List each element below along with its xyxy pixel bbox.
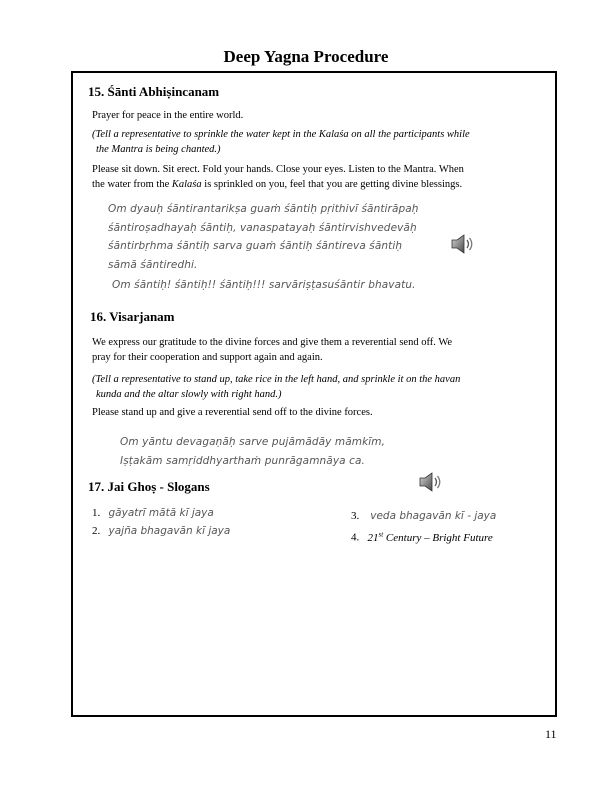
page-number: 11 bbox=[545, 727, 557, 741]
mantra-line: sāmā śāntiredhi. bbox=[108, 258, 198, 271]
santi-intro: Prayer for peace in the entire world. bbox=[92, 110, 244, 121]
mantra-line: Om yāntu devagaṇāḥ sarve pujāmādāy māmkīm, bbox=[120, 436, 386, 448]
slogan-item bbox=[92, 507, 214, 519]
santi-directions-line-1: Please sit down. Sit erect. Fold your hands. Close your eyes. Listen to the Mantra. When bbox=[92, 164, 464, 175]
santi-directions-text: is sprinkled on you, feel that you are getting divine blessings. bbox=[201, 179, 463, 190]
slogan-item bbox=[92, 525, 230, 537]
mantra-line: śāntiroṣadhayaḥ śāntiḥ, vanaspatayaḥ śāntirvishvedevāḥ bbox=[108, 221, 417, 234]
speaker-icon[interactable] bbox=[418, 471, 444, 493]
slogan-item bbox=[351, 510, 496, 522]
slogan-text bbox=[368, 532, 493, 544]
mantra-line: Om dyauḥ śāntirantarikṣa guaṁ śāntiḥ pṛithivī śāntirāpaḥ bbox=[108, 203, 419, 215]
santi-instruction-line-1: (Tell a representative to sprinkle the water kept in the Kalaśa on all the participants while bbox=[92, 129, 470, 140]
visarjanam-mantra bbox=[120, 433, 385, 470]
slogan-number: 4. bbox=[351, 531, 360, 544]
visarjanam-instruction-line-1: (Tell a representative to stand up, take rice in the left hand, and sprinkle it on the havan bbox=[92, 374, 461, 385]
santi-directions-line-2 bbox=[92, 177, 462, 193]
mantra-line: Iṣṭakām samṛiddhyarthaṁ punrāgamnāya ca. bbox=[120, 454, 365, 467]
kalasha-term: Kalaśa bbox=[171, 179, 202, 190]
visarjanam-instruction-line-2: kunda and the altar slowly with right hand.) bbox=[96, 389, 282, 400]
section-heading-visarjanam: 16. Visarjanam bbox=[90, 309, 175, 324]
section-heading-santi-abhisincanam: 15. Śānti Abhiṣincanam bbox=[88, 84, 220, 99]
slogan-item bbox=[351, 530, 493, 544]
slogan-number: 2. bbox=[92, 525, 101, 537]
slogan-number: 1. bbox=[92, 507, 101, 519]
slogan-text: veda bhagavān kī - jaya bbox=[370, 510, 497, 522]
mantra-line: śāntirbṛhma śāntiḥ sarva guaṁ śāntiḥ śāntireva śāntiḥ bbox=[108, 240, 403, 252]
santi-instruction-line-2: the Mantra is being chanted.) bbox=[96, 144, 221, 155]
slogan-text: gāyatrī mātā kī jaya bbox=[108, 507, 214, 519]
visarjanam-intro-line-1: We express our gratitude to the divine forces and give them a reverential send off. We bbox=[92, 337, 453, 348]
visarjanam-intro-line-2: pray for their cooperation and support again and again. bbox=[92, 352, 323, 363]
slogan-text-rest: Century – Bright Future bbox=[383, 531, 493, 544]
slogan-text-suffix: st bbox=[378, 530, 384, 538]
santi-directions-text: the water from the bbox=[92, 179, 172, 190]
section-heading-slogans: 17. Jai Ghoṣ - Slogans bbox=[88, 479, 210, 494]
slogan-text: yajña bhagavān kī jaya bbox=[108, 525, 231, 537]
slogan-number: 3. bbox=[351, 510, 360, 522]
santi-mantra bbox=[108, 200, 419, 274]
page-title: Deep Yagna Procedure bbox=[223, 47, 389, 66]
visarjanam-directions: Please stand up and give a reverential send off to the divine forces. bbox=[92, 407, 373, 418]
mantra-final-line: Om śāntiḥ! śāntiḥ!! śāntiḥ!!! sarvāriṣṭasuśāntir bhavatu. bbox=[112, 279, 416, 291]
speaker-icon[interactable] bbox=[450, 233, 476, 255]
slogan-text-number: 21 bbox=[367, 531, 379, 544]
